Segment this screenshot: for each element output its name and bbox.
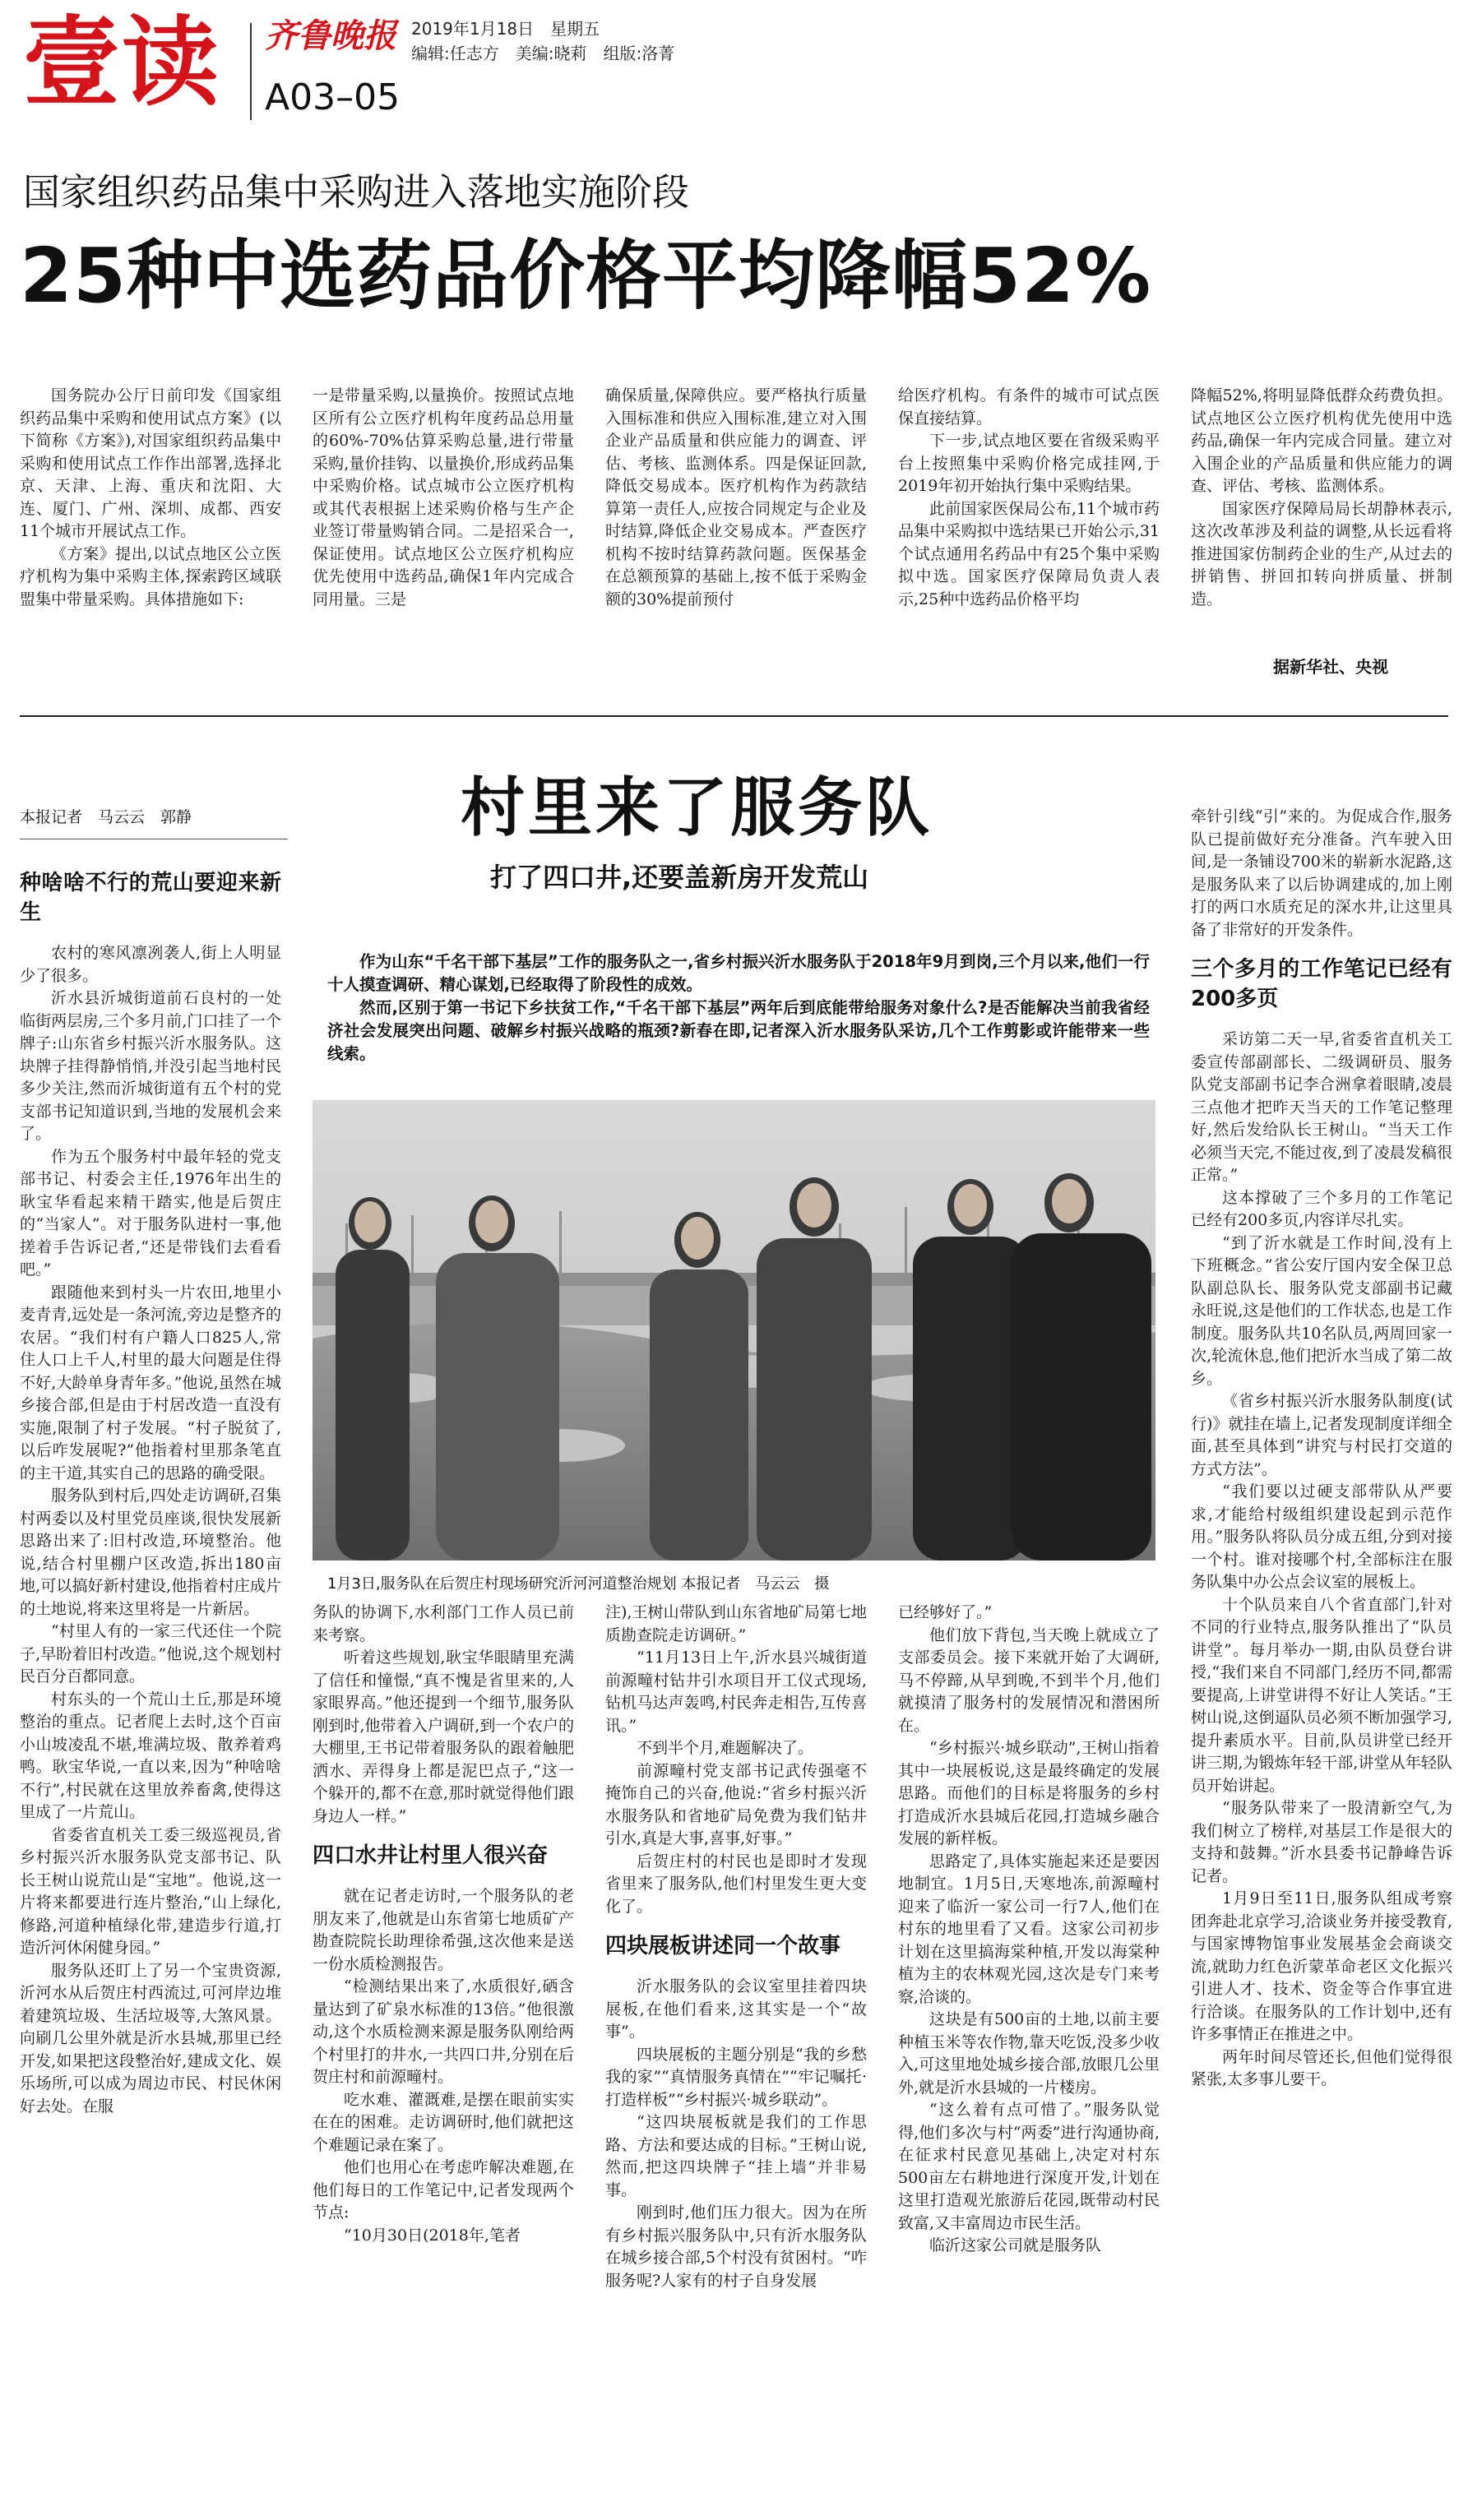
column-3-body [605, 1602, 867, 1918]
body-paragraph: 不到半个月,难题解决了。 [637, 1739, 814, 1757]
subhead-barren-hill: 种啥啥不行的荒山要迎来新生 [20, 871, 281, 925]
column-5a-body [1191, 806, 1452, 941]
column-2b-body [313, 1885, 574, 2247]
column-2-body [313, 1602, 574, 1828]
intro-paragraph: 作为山东“千名干部下基层”工作的服务队之一,省乡村振兴沂水服务队于2018年9月到岗,三个月以来,他们一行十人摸查调研、精心谋划,已经取得了阶段性的成效。 [327, 952, 1150, 994]
feature-byline: 本报记者 马云云 郭静 [20, 808, 192, 826]
body-paragraph: “我们要以过硬支部带队从严要求,才能给村级组织建设起到示范作用。”服务队将队员分成五组,分到对接一个村。谁对接哪个村,全部标注在服务队集中办公点会议室的展板上。 [1191, 1482, 1452, 1591]
lead-column [20, 385, 281, 697]
body-paragraph: “乡村振兴·城乡联动”,王树山指着其中一块展板说,这是最终确定的发展思路。而他们的目标是将服务的乡村打造成沂水县城后花园,打造城乡融合发展的新样板。 [898, 1739, 1160, 1847]
feature-column-4 [898, 1602, 1160, 2514]
lead-column [898, 385, 1160, 697]
masthead [0, 0, 1468, 140]
feature-intro [327, 950, 1150, 1066]
body-paragraph: 已经够好了。” [898, 1603, 993, 1621]
feature-column-5 [1191, 806, 1452, 2514]
body-paragraph: 就在记者走访时,一个服务队的老朋友来了,他就是山东省第七地质矿产勘查院院长助理徐希强,这次他来是送一份水质检测报告。 [313, 1887, 574, 1973]
subhead-four-wells: 四口水井让村里人很兴奋 [313, 1843, 549, 1868]
lead-paragraph: 下一步,试点地区要在省级采购平台上按照集中采购价格完成挂网,于2019年初开始执行集中采购结果。 [898, 432, 1160, 495]
lead-column [605, 385, 867, 697]
body-paragraph: 吃水难、灌溉难,是摆在眼前实实在在的困难。走访调研时,他们就把这个难题记录在案了。 [313, 2090, 574, 2154]
body-paragraph: 听着这些规划,耿宝华眼睛里充满了信任和憧憬,“真不愧是省里来的,人家眼界高。”他还提到一个细节,服务队刚到时,他带着入户调研,到一个农户的大棚里,王书记带着服务队的跟着触肥洒水、弄得身上都是泥巴点子,“这一个躲开的,都不在意,那时就觉得他们跟身边人一样。” [313, 1648, 574, 1825]
lead-paragraph: 一是带量采购,以量换价。按照试点地区所有公立医疗机构年度药品总用量的60%-70%估算采购总量,进行带量采购,量价挂钩、以量换价,形成药品集中采购价格。试点城市公立医疗机构或其代表根据上述采购价格与生产企业签订带量购销合同。二是招采合一,保证使用。试点地区公立医疗机构应优先使用中选药品,确保1年内完成合同用量。三是 [313, 386, 574, 608]
body-paragraph: 1月9日至11日,服务队组成考察团奔赴北京学习,洽谈业务并接受教育,与国家博物馆事业发展基金会商谈交流,就助力红色沂蒙革命老区文化振兴引进人才、技术、资金等合作事宜进行洽谈。在服务队的工作计划中,还有许多事情正在推进之中。 [1191, 1889, 1452, 2043]
body-paragraph: 刚到时,他们压力很大。因为在所有乡村振兴服务队中,只有沂水服务队在城乡接合部,5个村没有贫困村。“咋服务呢?人家有的村子自身发展 [605, 2203, 867, 2290]
page-number: A03–05 [265, 76, 401, 118]
lead-paragraph: 国务院办公厅日前印发《国家组织药品集中采购和使用试点方案》(以下简称《方案》),对国家组织药品集中采购和使用试点工作作出部署,选择北京、天津、上海、重庆和沈阳、大连、厦门、广州、深圳、成都、西安11个城市开展试点工作。 [20, 386, 281, 540]
body-paragraph: “到了沂水就是工作时间,没有上下班概念。”省公安厅国内安全保卫总队副总队长、服务队党支部副书记藏永旺说,这是他们的工作状态,也是工作制度。服务队共10名队员,两周回家一次,轮流休息,他们把沂水当成了第二故乡。 [1191, 1233, 1452, 1388]
body-paragraph: “服务队带来了一股清新空气,为我们树立了榜样,对基层工作是很大的支持和鼓舞。”沂水县委书记静峰告诉记者。 [1191, 1799, 1452, 1885]
body-paragraph: 省委省直机关工委三级巡视员,省乡村振兴沂水服务队党支部书记、队长王树山说荒山是“宝地”。他说,这一片将来都要进行连片整治,“山上绿化,修路,河道种植绿化带,建造步行道,打造沂河休闲健身园。” [20, 1825, 281, 1957]
intro-paragraph: 然而,区别于第一书记下乡扶贫工作,“千名干部下基层”两年后到底能带给服务对象什么?是否能解决当前我省经济社会发展突出问题、破解乡村振兴战略的瓶颈?新春在即,记者深入沂水服务队采访,几个工作剪影或许能带来一些线索。 [327, 998, 1150, 1063]
section-divider [20, 715, 1448, 717]
column-5b-body [1191, 1029, 1452, 2092]
body-paragraph: 服务队到村后,四处走访调研,召集村两委以及村里党员座谈,很快发展新思路出来了:旧村改造,环境整治。他说,结合村里棚户区改造,拆出180亩地,可以搞好新村建设,他指着村庄成片的土地说,将来这里将是一片新居。 [20, 1487, 281, 1618]
feature-column-3 [605, 1602, 867, 2514]
body-paragraph: 后贺庄村的村民也是即时才发现省里来了服务队,他们村里发生更大变化了。 [605, 1852, 867, 1916]
body-paragraph: 跟随他来到村头一片农田,地里小麦青青,远处是一条河流,旁边是整齐的农居。“我们村有户籍人口825人,常住人口上千人,村里的最大问题是住得不好,大龄单身青年多。”他说,虽然在城乡接合部,但是由于村居改造一直没有实施,限制了村子发展。“村子脱贫了,以后咋发展呢?”他指着村里那条笔直的主干道,其实自己的思路的确受限。 [20, 1283, 281, 1482]
photo-caption: 1月3日,服务队在后贺庄村现场研究沂河河道整治规划 本报记者 马云云 摄 [327, 1575, 830, 1593]
lead-headline: 25种中选药品价格平均降幅52% [20, 232, 1152, 320]
body-paragraph: “检测结果出来了,水质很好,硒含量达到了矿泉水标准的13倍。”他很激动,这个水质检测来源是服务队刚给两个村里打的井水,一共四口井,分别在后贺庄村和前源疃村。 [313, 1977, 574, 2086]
lead-kicker: 国家组织药品集中采购进入落地实施阶段 [23, 170, 690, 214]
body-paragraph: 务队的协调下,水利部门工作人员已前来考察。 [313, 1603, 574, 1644]
body-paragraph: 沂水县沂城街道前石良村的一处临街两层房,三个多月前,门口挂了一个牌子:山东省乡村振兴沂水服务队。这块牌子挂得静悄悄,并没引起当地村民多少关注,然而沂城街道有五个村的党支部书记知道识到,当地的发展机会来了。 [20, 989, 281, 1143]
body-paragraph: “11月13日上午,沂水县兴城街道前源疃村钻井引水项目开工仪式现场,钻机马达声轰鸣,村民奔走相告,互传喜讯。” [605, 1648, 867, 1735]
body-paragraph: “这四块展板就是我们的工作思路、方法和要达成的目标。”王树山说,然而,把这四块牌子“挂上墙”并非易事。 [605, 2113, 867, 2199]
body-paragraph: “10月30日(2018年,笔者 [344, 2226, 521, 2245]
body-paragraph: 沂水服务队的会议室里挂着四块展板,在他们看来,这其实是一个“故事”。 [605, 1977, 867, 2041]
body-paragraph: 这本撑破了三个多月的工作笔记已经有200多页,内容详尽扎实。 [1191, 1188, 1452, 1229]
lead-paragraph: 国家医疗保障局局长胡静林表示,这次改革涉及利益的调整,从长远看将推进国家仿制药企业的生产,从过去的拼销售、拼回扣转向拼质量、拼制造。 [1191, 499, 1452, 608]
editors-line: 编辑:任志方 美编:晓莉 组版:洛菁 [411, 44, 675, 63]
body-paragraph: 村东头的一个荒山土丘,那是环境整治的重点。记者爬上去时,这个百亩小山坡凌乱不堪,堆满垃圾、散养着鸡鸭。耿宝华说,一直以来,因为“种啥啥不行”,村民就在这里放养畜禽,使得这里成了一片荒山。 [20, 1690, 281, 1821]
column-3b-body [605, 1976, 867, 2292]
feature-photo [313, 1100, 1155, 1561]
lead-paragraph: 降幅52%,将明显降低群众药费负担。试点地区公立医疗机构优先使用中选药品,确保一年内完成合同量。建立对入围企业的产品质量和供应能力的调查、评估、考核、监测体系。 [1191, 386, 1452, 495]
body-paragraph: 两年时间尽管还长,但他们觉得很紧张,太多事儿要干。 [1191, 2047, 1452, 2088]
body-paragraph: 作为五个服务村中最年轻的党支部书记、村委会主任,1976年出生的耿宝华看起来精干踏实,他是后贺庄的“当家人”。对于服务队进村一事,他搓着手告诉记者,“还是带钱们去看看吧。” [20, 1147, 281, 1278]
feature-column-1 [20, 852, 281, 2513]
body-paragraph: 农村的寒风凛冽袭人,街上人明显少了很多。 [20, 944, 281, 985]
body-paragraph: 注),王树山带队到山东省地矿局第七地质勘查院走访调研。” [605, 1603, 867, 1644]
paper-logo: 齐鲁晚报 [265, 16, 396, 55]
issue-date: 2019年1月18日 星期五 [411, 19, 600, 39]
lead-column [1191, 385, 1452, 697]
section-title: 壹读 [23, 6, 221, 119]
body-paragraph: “这么着有点可惜了。”服务队觉得,他们多次与村“两委”进行沟通协商,在征求村民意见基础上,决定对村东500亩左右耕地进行深度开发,计划在这里打造观光旅游后花园,既带动村民致富,又丰富周边市民生活。 [898, 2101, 1160, 2232]
lead-source: 据新华社、央视 [1273, 657, 1388, 677]
subhead-work-notes: 三个多月的工作笔记已经有200多页 [1191, 957, 1452, 1011]
lead-column [313, 385, 574, 697]
lead-paragraph: 《方案》提出,以试点地区公立医疗机构为集中采购主体,探索跨区域联盟集中带量采购。具体措施如下: [20, 544, 281, 608]
body-paragraph: 他们放下背包,当天晚上就成立了支部委员会。接下来就开始了大调研,马不停蹄,从早到晚,不到半个月,他们就摸清了服务村的发展情况和潜困所在。 [898, 1625, 1160, 1735]
subhead-four-panels: 四块展板讲述同一个故事 [605, 1934, 841, 1958]
body-paragraph: 十个队员来自八个省直部门,针对不同的行业特点,服务队推出了“队员讲堂”。每月举办一期,由队员登台讲授,“我们来自不同部门,经历不同,都需要提高,上讲堂讲得不好让人笑话。”王树山说,这倒逼队员必须不断加强学习,提升素质水平。目前,队员讲堂已经开讲三期,为锻炼年轻干部,讲堂从年轻队员开始讲起。 [1191, 1595, 1452, 1795]
body-paragraph: 思路定了,具体实施起来还是要因地制宜。1月5日,天寒地冻,前源疃村迎来了临沂一家公司一行7人,他们在村东的地里看了又看。这家公司初步计划在这里搞海棠种植,开发以海棠种植为主的农林观光园,这次是专门来考察,洽谈的。 [898, 1852, 1160, 2006]
body-paragraph: 临沂这家公司就是服务队 [929, 2236, 1102, 2254]
body-paragraph: 采访第二天一早,省委省直机关工委宣传部副部长、二级调研员、服务队党支部副书记李合洲拿着眼睛,凌晨三点他才把昨天当天的工作笔记整理好,然后发给队长王树山。“当天工作必须当天完,不能过夜,到了凌晨发稿很正常。” [1191, 1030, 1452, 1184]
body-paragraph: 牵针引线“引”来的。为促成合作,服务队已提前做好充分准备。汽车驶入田间,是一条铺设700米的崭新水泥路,这是服务队来了以后协调建成的,加上刚打的两口水质充足的深水井,让这里具备了非常好的开发条件。 [1191, 807, 1452, 939]
masthead-divider [250, 23, 252, 120]
body-paragraph: 这块是有500亩的土地,以前主要种植玉米等农作物,靠天吃饭,没多少收入,可这里地处城乡接合部,放眼几公里外,就是沂水县城的一片楼房。 [898, 2010, 1160, 2097]
lead-paragraph: 确保质量,保障供应。要严格执行质量入围标准和供应入围标准,建立对入围企业产品质量和供应能力的调查、评估、考核、监测体系。四是保证回款,降低交易成本。医疗机构作为药款结算第一责任人,应按合同规定与企业及时结算,降低企业交易成本。严查医疗机构不按时结算药款问题。医保基金在总额预算的基础上,按不低于采购金额的30%提前预付 [605, 386, 867, 608]
body-paragraph: 服务队还盯上了另一个宝贵资源,沂河水从后贺庄村西流过,可河岸边堆着建筑垃圾、生活垃圾等,大煞风景。向刷几公里外就是沂水县城,那里已经开发,如果把这段整治好,建成文化、娱乐场所,可以成为周边市民、村民休闲好去处。在服 [20, 1961, 281, 2115]
lead-paragraph: 给医疗机构。有条件的城市可试点医保直接结算。 [898, 386, 1160, 428]
feature-column-2 [313, 1602, 574, 2514]
body-paragraph: 他们也用心在考虑咋解决难题,在他们每日的工作笔记中,记者发现两个节点: [313, 2158, 574, 2222]
photo-illustration [313, 1100, 1155, 1561]
lead-paragraph: 此前国家医保局公布,11个城市药品集中采购拟中选结果已开始公示,31个试点通用名药品中有25个集中采购拟中选。国家医疗保障局负责人表示,25种中选药品价格平均 [898, 499, 1160, 608]
column-1-body [20, 942, 281, 2118]
body-paragraph: “村里人有的一家三代还住一个院子,早盼着旧村改造。”他说,这个规划村民百分百都同意。 [20, 1622, 281, 1685]
body-paragraph: 四块展板的主题分别是“我的乡愁我的家”“真情服务真情在”“牢记嘱托·打造样板”“乡村振兴·城乡联动”。 [605, 2045, 867, 2109]
feature-headline: 村里来了服务队 [461, 771, 933, 845]
body-paragraph: 《省乡村振兴沂水服务队制度(试行)》就挂在墙上,记者发现制度详细全面,甚至具体到“讲究与村民打交道的方式方法”。 [1191, 1392, 1452, 1478]
feature-subhead: 打了四口井,还要盖新房开发荒山 [490, 862, 869, 893]
body-paragraph: 前源疃村党支部书记武传强毫不掩饰自己的兴奋,他说:“省乡村振兴沂水服务队和省地矿局免费为我们钻井引水,真是大事,喜事,好事。” [605, 1761, 867, 1847]
column-4-body [898, 1602, 1160, 2258]
